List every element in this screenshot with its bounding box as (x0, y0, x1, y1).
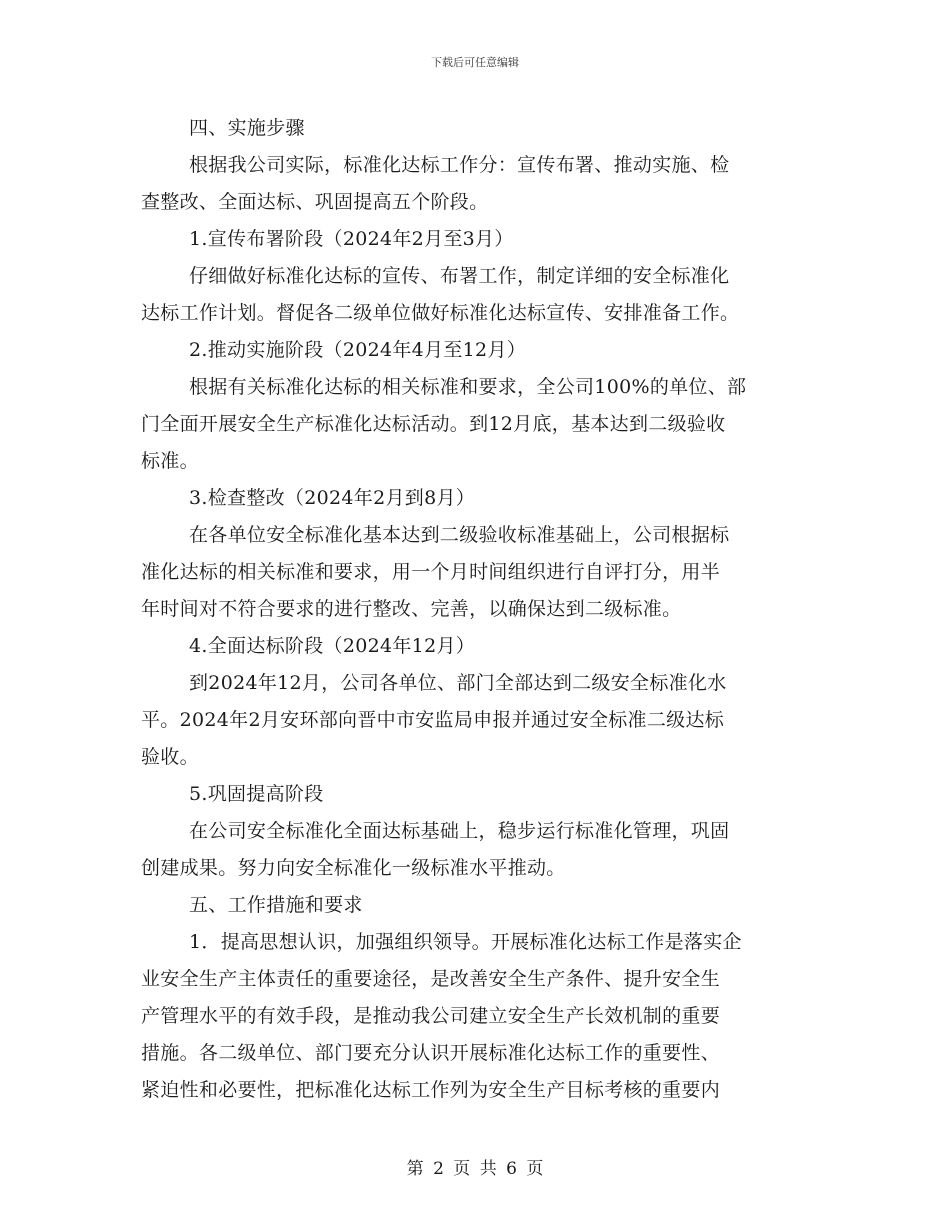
text-line: 在各单位安全标准化基本达到二级验收标准基础上，公司根据标 (189, 524, 730, 546)
text-line: 业安全生产主体责任的重要途径，是改善安全生产条件、提升安全生 (141, 968, 721, 990)
text-line: 5.巩固提高阶段 (189, 783, 324, 805)
text-line: 标准。 (141, 450, 199, 472)
text-line: 措施。各二级单位、部门要充分认识开展标准化达标工作的重要性、 (141, 1042, 721, 1064)
text-line: 根据我公司实际，标准化达标工作分：宣传布署、推动实施、检 (189, 154, 730, 176)
text-line: 在公司安全标准化全面达标基础上，稳步运行标准化管理，巩固 (189, 820, 730, 842)
text-line: 达标工作计划。督促各二级单位做好标准化达标宣传、安排准备工作。 (141, 302, 740, 324)
text-line: 创建成果。努力向安全标准化一级标准水平推动。 (141, 857, 566, 879)
text-line: 2.推动实施阶段（2024年4月至12月） (189, 339, 527, 361)
text-line: 根据有关标准化达标的相关标准和要求，全公司100%的单位、部 (189, 376, 747, 398)
text-line: 产管理水平的有效手段，是推动我公司建立安全生产长效机制的重要 (141, 1005, 721, 1027)
page-header-note: 下载后可任意编辑 (431, 56, 519, 69)
text-line: 仔细做好标准化达标的宣传、布署工作，制定详细的安全标准化 (189, 265, 730, 287)
text-line: 紧迫性和必要性，把标准化达标工作列为安全生产目标考核的重要内 (141, 1079, 721, 1101)
text-line: 五、工作措施和要求 (189, 894, 363, 916)
text-line: 验收。 (141, 746, 199, 768)
text-line: 平。2024年2月安环部向晋中市安监局申报并通过安全标准二级达标 (141, 709, 725, 731)
text-line: 查整改、全面达标、巩固提高五个阶段。 (141, 191, 489, 213)
document-body (141, 110, 811, 1109)
text-line: 1．提高思想认识，加强组织领导。开展标准化达标工作是落实企 (189, 931, 742, 953)
text-line: 年时间对不符合要求的进行整改、完善，以确保达到二级标准。 (141, 598, 682, 620)
text-line: 3.检查整改（2024年2月到8月） (189, 487, 476, 509)
text-line: 1.宣传布署阶段（2024年2月至3月） (189, 228, 514, 250)
text-line: 门全面开展安全生产标准化达标活动。到12月底，基本达到二级验收 (141, 413, 726, 435)
text-line: 4.全面达标阶段（2024年12月） (189, 635, 476, 657)
text-line: 准化达标的相关标准和要求，用一个月时间组织进行自评打分，用半 (141, 561, 721, 583)
text-line: 四、实施步骤 (189, 117, 305, 139)
page-number-footer: 第 2 页 共 6 页 (406, 1159, 544, 1179)
text-line: 到2024年12月，公司各单位、部门全部达到二级安全标准化水 (189, 672, 727, 694)
